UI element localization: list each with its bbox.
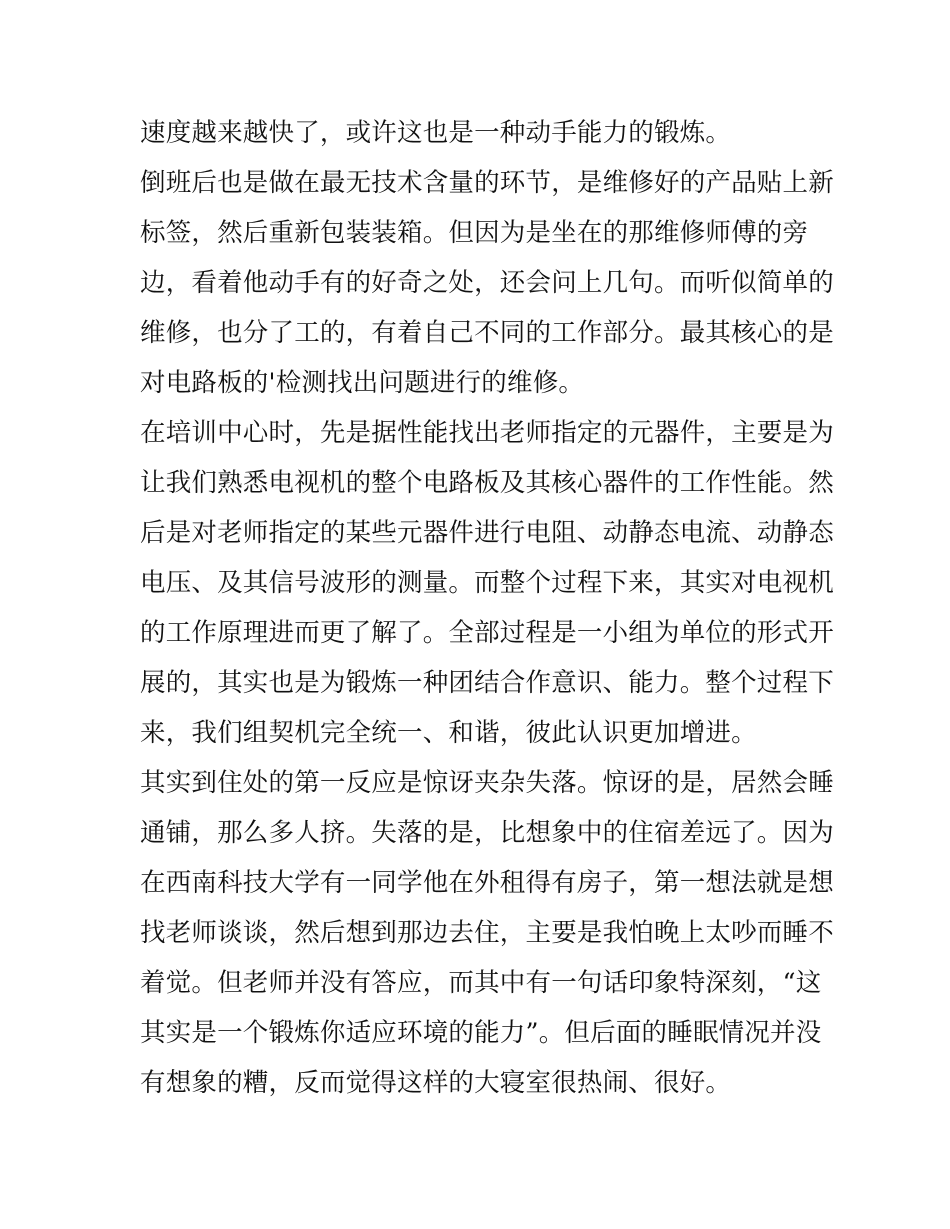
text-line: 其实到住处的第一反应是惊讶夹杂失落。惊讶的是，居然会睡 [140,768,834,798]
text-line: 对电路板的'检测找出问题进行的维修。 [140,368,585,398]
text-line: 找老师谈谈，然后想到那边去住，主要是我怕晚上太吵而睡不 [140,918,834,948]
text-line: 边，看着他动手有的好奇之处，还会问上几句。而听似简单的 [140,268,834,298]
text-line: 电压、及其信号波形的测量。而整个过程下来，其实对电视机 [140,568,834,598]
text-line: 来，我们组契机完全统一、和谐，彼此认识更加增进。 [140,718,757,748]
text-line: 通铺，那么多人挤。失落的是，比想象中的住宿差远了。因为 [140,818,834,848]
text-line: 标签，然后重新包装装箱。但因为是坐在的那维修师傅的旁 [140,218,809,248]
text-line: 的工作原理进而更了解了。全部过程是一小组为单位的形式开 [140,618,834,648]
text-line: 让我们熟悉电视机的整个电路板及其核心器件的工作性能。然 [140,468,834,498]
text-line: 着觉。但老师并没有答应，而其中有一句话印象特深刻，“这 [140,968,822,998]
text-line: 在西南科技大学有一同学他在外租得有房子，第一想法就是想 [140,868,834,898]
text-line: 后是对老师指定的某些元器件进行电阻、动静态电流、动静态 [140,518,834,548]
text-line: 其实是一个锻炼你适应环境的能力”。但后面的睡眠情况并没 [140,1018,822,1048]
text-line: 有想象的糟，反而觉得这样的大寝室很热闹、很好。 [140,1068,732,1098]
text-line: 维修，也分了工的，有着自己不同的工作部分。最其核心的是 [140,318,834,348]
body-text [140,108,834,1108]
text-line: 展的，其实也是为锻炼一种团结合作意识、能力。整个过程下 [140,668,834,698]
text-line: 倒班后也是做在最无技术含量的环节，是维修好的产品贴上新 [140,168,834,198]
text-line: 速度越来越快了，或许这也是一种动手能力的锻炼。 [140,118,732,148]
text-line: 在培训中心时，先是据性能找出老师指定的元器件，主要是为 [140,418,834,448]
